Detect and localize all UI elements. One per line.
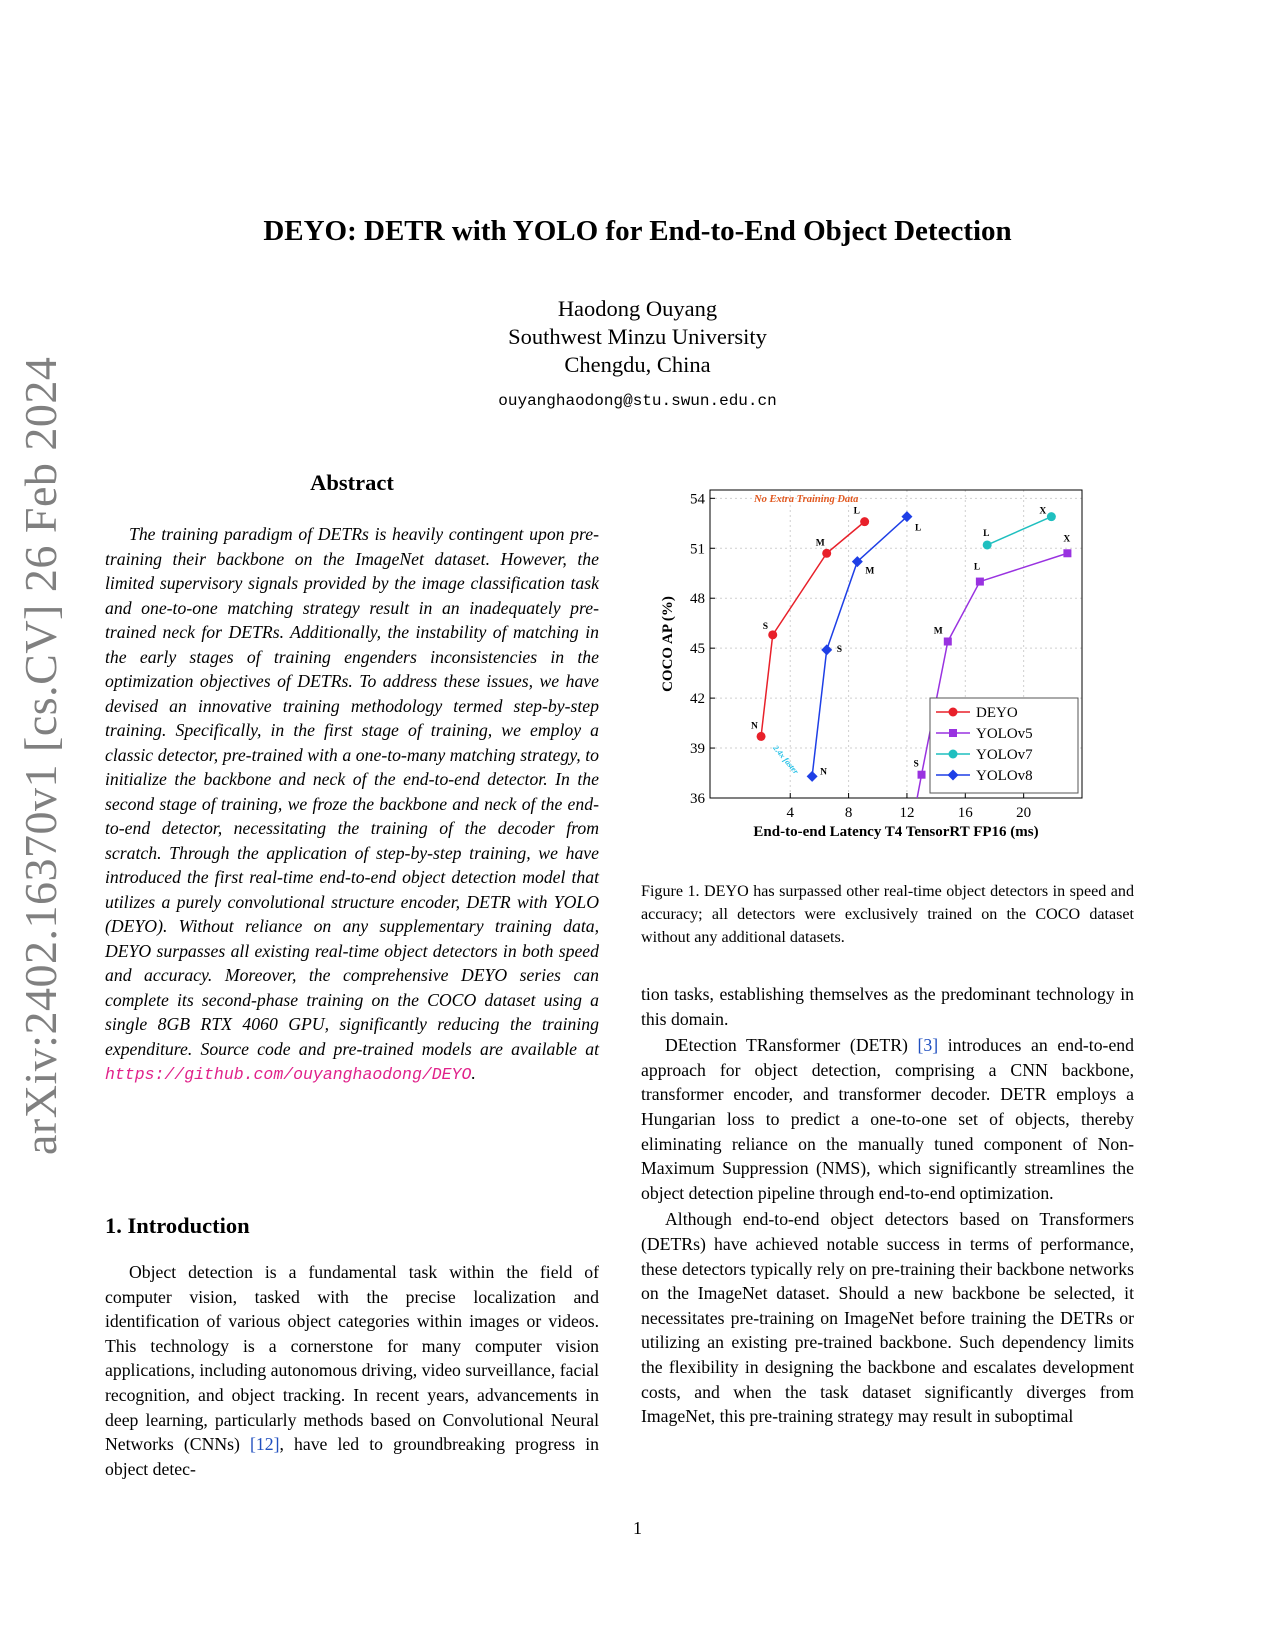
source-code-link[interactable]: https://github.com/ouyanghaodong/DEYO <box>105 1065 472 1084</box>
data-label: X <box>1039 506 1047 517</box>
intro-p1-continued: tion tasks, establishing themselves as the predominant technology in this domain. <box>641 984 1134 1029</box>
data-point-yolov8 <box>821 644 832 655</box>
legend-entry: YOLOv7 <box>976 747 1033 763</box>
data-label: S <box>836 644 843 655</box>
abstract-text: The training paradigm of DETRs is heavily contingent upon pre-training their backbone on the ImageNet dataset. However, the limited supervisory signals provided by the image classification task and one-to-one matching strategy result in an inadequately pre-trained neck for DETRs. Additionally, the instability of matching in the early stages of training engenders inconsistencies in the optimization objectives of DETRs. To address these issues, we have devised an innovative training methodology termed step-by-step training. Specifically, in the first stage of training, we employ a classic detector, pre-trained with a one-to-many matching strategy, to initialize the backbone and neck of the end-to-end detector. In the second stage of training, we froze the backbone and neck of the end-to-end detector, necessitating the training of the decoder from scratch. Through the application of step-by-step training, we have introduced the first real-time end-to-end object detection model that utilizes a purely convolutional structure encoder, DETR with YOLO (DEYO). Without reliance on any supplementary training data, DEYO surpasses all existing real-time object detectors in both speed and accuracy. Moreover, the comprehensive DEYO series can complete its second-phase training on the COCO dataset using a single 8GB RTX 4060 GPU, significantly reducing the training expenditure. Source code and pre-trained models are available at <box>105 524 599 1059</box>
abstract-end: . <box>471 1063 476 1083</box>
legend-entry: YOLOv5 <box>976 726 1033 742</box>
y-tick-label: 39 <box>690 741 705 758</box>
data-label: M <box>933 626 943 637</box>
paper-title: DEYO: DETR with YOLO for End-to-End Object Detection <box>263 215 1012 247</box>
data-label: M <box>865 566 875 577</box>
data-label: S <box>762 621 769 632</box>
intro-p1-text: Object detection is a fundamental task within the field of computer vision, tasked with the precise localization and identification of various object categories within images or videos. This technology is a cornerstone for many computer vision applications, including autonomous driving, video surveillance, facial recognition, and object tracking. In recent years, advancements in deep learning, particularly methods based on Convolutional Neural Networks (CNNs) <box>105 1262 599 1455</box>
data-point-yolov5 <box>976 578 984 586</box>
intro-p2-start: DEtection TRansformer (DETR) <box>665 1035 918 1056</box>
data-label: L <box>973 562 981 573</box>
abstract-body <box>105 522 599 1088</box>
legend-entry: YOLOv8 <box>976 768 1033 784</box>
y-tick-label: 48 <box>690 591 705 608</box>
series-line-deyo <box>761 522 865 737</box>
legend-marker <box>949 729 957 737</box>
citation-link[interactable]: [12] <box>250 1434 280 1455</box>
right-column-text <box>641 982 1134 1429</box>
data-point-deyo <box>822 549 831 558</box>
data-label: S <box>913 759 919 770</box>
data-label: N <box>751 721 758 732</box>
data-point-yolov5 <box>944 638 952 646</box>
x-tick-label: 8 <box>844 805 853 821</box>
intro-paragraph-2 <box>641 1033 1134 1205</box>
y-tick-label: 42 <box>690 691 705 708</box>
legend-marker <box>949 708 958 717</box>
author-location: Chengdu, China <box>564 352 711 377</box>
y-axis-label: COCO AP (%) <box>660 596 676 692</box>
data-point-yolov5 <box>918 771 926 779</box>
data-label: X <box>1063 534 1071 545</box>
data-point-yolov8 <box>807 771 818 782</box>
intro-paragraph-1 <box>105 1260 599 1481</box>
data-point-deyo <box>768 630 777 639</box>
figure-caption: Figure 1. DEYO has surpassed other real-time object detectors in speed and accuracy; all detectors were exclusively trained on the COCO dataset without any additional datasets. <box>641 883 1134 946</box>
data-point-yolov5 <box>1063 549 1071 557</box>
data-point-yolov7 <box>1047 512 1056 521</box>
data-label: L <box>983 528 990 539</box>
data-point-yolov7 <box>983 540 992 549</box>
y-tick-label: 36 <box>690 791 705 807</box>
x-tick-label: 4 <box>786 805 794 821</box>
y-tick-label: 54 <box>690 491 705 508</box>
author-email[interactable]: ouyanghaodong@stu.swun.edu.cn <box>498 392 777 410</box>
x-tick-label: 16 <box>957 805 973 821</box>
abstract-heading: Abstract <box>310 470 394 495</box>
author-name: Haodong Ouyang <box>557 296 718 321</box>
intro-p1-end: , have led to groundbreaking progress in object detec- <box>105 1434 600 1479</box>
data-label: N <box>820 767 827 778</box>
data-label: L <box>914 523 922 534</box>
data-label: L <box>853 506 860 517</box>
page-number: 1 <box>633 1518 642 1538</box>
author-affiliation: Southwest Minzu University <box>508 324 767 349</box>
x-tick-label: 20 <box>1016 805 1032 821</box>
chart-annotation: No Extra Training Data <box>754 494 859 505</box>
series-line-yolov7 <box>987 517 1051 545</box>
data-point-deyo <box>757 732 766 741</box>
figure-1 <box>660 480 1090 840</box>
data-point-deyo <box>860 517 869 526</box>
citation-link[interactable]: [3] <box>917 1035 939 1056</box>
x-tick-label: 12 <box>899 805 915 821</box>
legend-entry: DEYO <box>976 705 1018 721</box>
legend-marker <box>949 750 958 759</box>
y-tick-label: 51 <box>690 541 705 558</box>
section-heading-introduction: 1. Introduction <box>105 1213 250 1238</box>
y-tick-label: 45 <box>690 641 705 658</box>
speed-annotation: 2.4x faster <box>771 743 801 776</box>
data-label: M <box>815 538 825 549</box>
intro-paragraph-3: Although end-to-end object detectors based on Transformers (DETRs) have achieved notable success in terms of performance, these detectors typically rely on pre-training their backbone networks on the ImageNet dataset. Should a new backbone be selected, it necessitates pre-training on ImageNet before training the DETRs or utilizing an existing pre-trained backbone. Such dependency limits the flexibility in designing the backbone and escalates development costs, and when the task dataset significantly diverges from ImageNet, this pre-training strategy may result in suboptimal <box>641 1209 1134 1427</box>
intro-p2-end: introduces an end-to-end approach for object detection, comprising a CNN backbone, transformer encoder, and transformer decoder. DETR employs a Hungarian loss to predict a one-to-one set of objects, thereby eliminating reliance on the manually tuned component of Non-Maximum Suppression (NMS), which significantly streamlines the object detection pipeline through end-to-end optimization. <box>641 1035 1134 1203</box>
latency-ap-chart <box>660 480 1090 840</box>
x-axis-label: End-to-end Latency T4 TensorRT FP16 (ms) <box>753 824 1039 840</box>
arxiv-stamp: arXiv:2402.16370v1 [cs.CV] 26 Feb 2024 <box>15 356 66 1155</box>
